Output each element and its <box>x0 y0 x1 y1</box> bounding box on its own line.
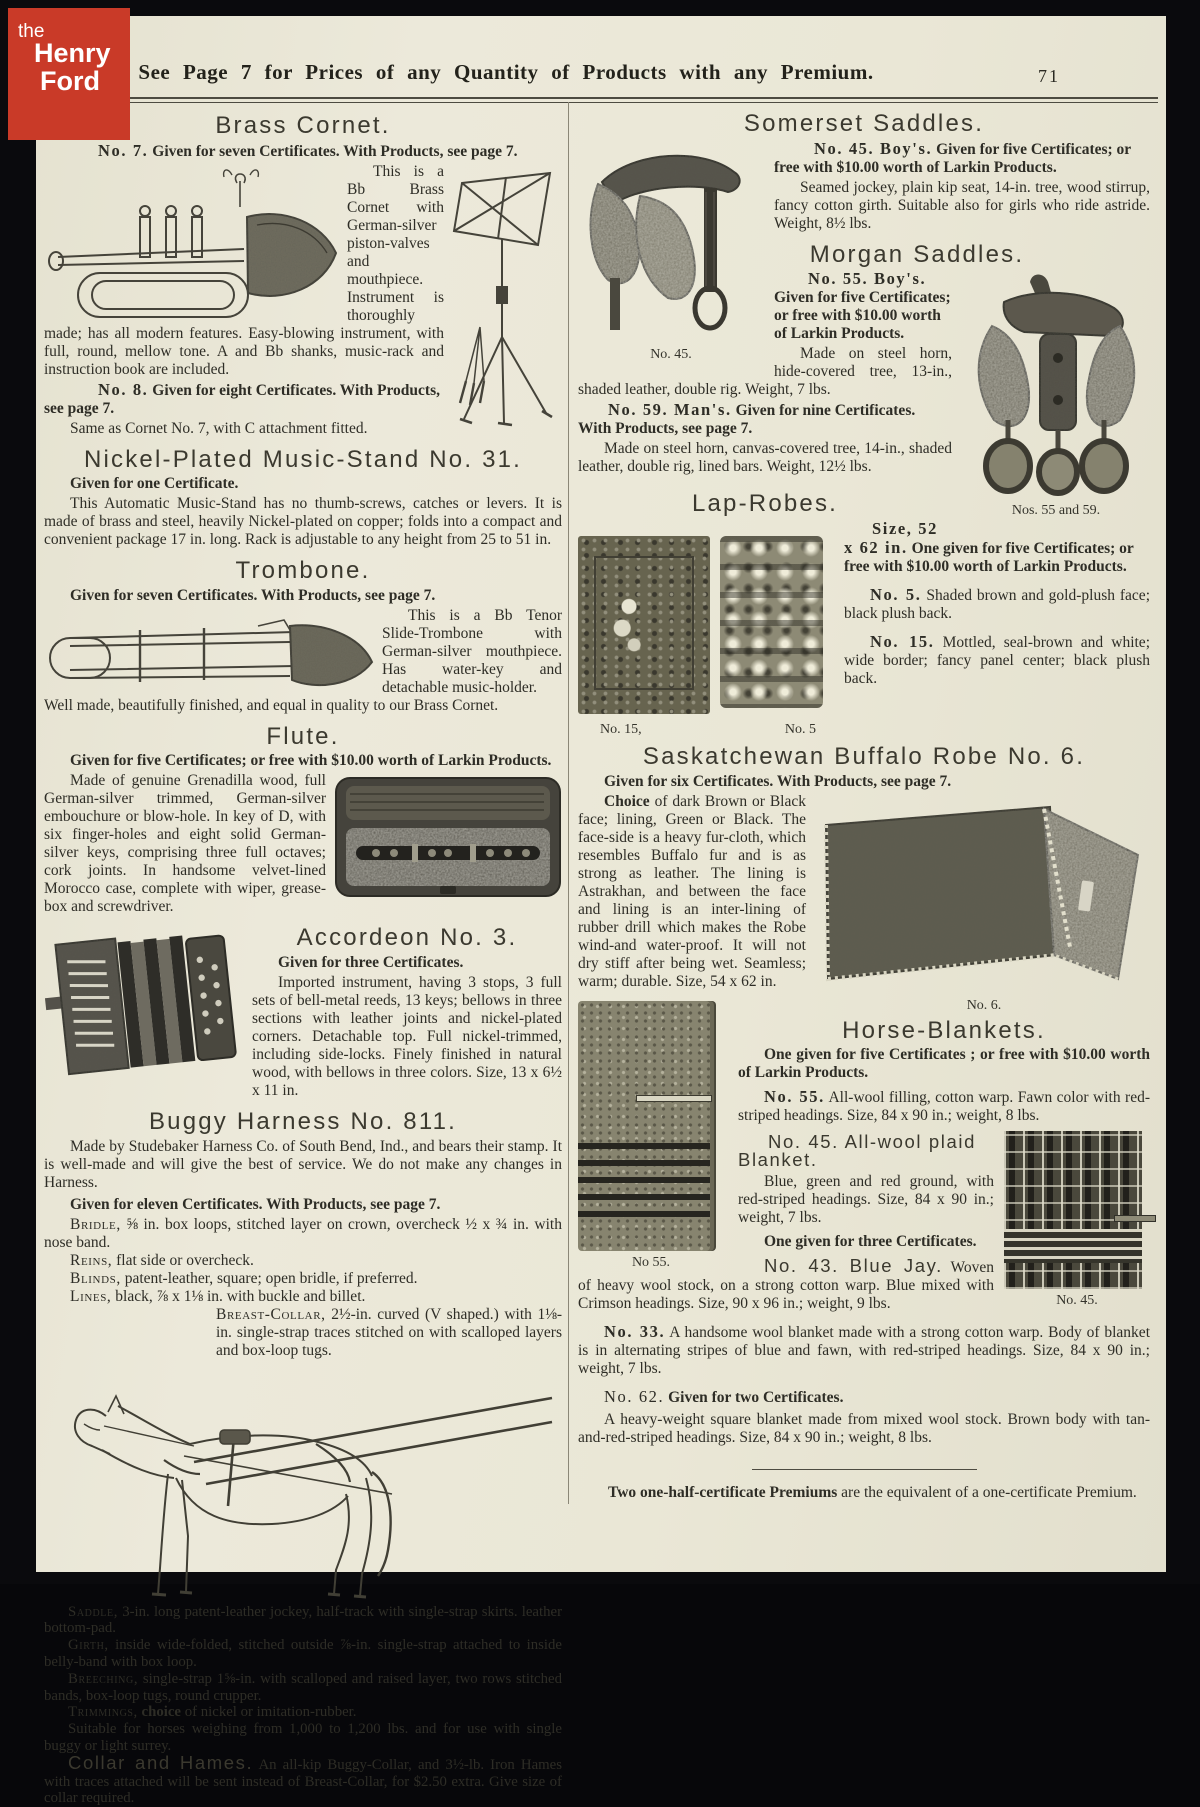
cornet-no7-lead: No. 7. <box>98 140 149 160</box>
harness-intro: Made by Studebaker Harness Co. of South Bend, Ind., and bears their stamp. It is well-made and will give the best of service. We do not make any changes in Harness. <box>44 1137 562 1191</box>
somerset-saddle-figure <box>578 142 764 364</box>
logo-henry: Henry <box>34 38 111 68</box>
accordeon-illustration <box>44 922 242 1084</box>
henry-ford-logo <box>8 8 130 140</box>
footer-note: Two one-half-certificate Premiums are the equivalent of a one-certificate Premium. <box>608 1484 1137 1502</box>
trombone-given: Given for seven Certificates. With Products, see page 7. <box>70 586 436 604</box>
buffalo-robe-caption: No. 6. <box>966 997 1002 1013</box>
trombone-body2: Well made, beautifully finished, and equal in quality to our Brass Cornet. <box>44 696 499 714</box>
harness-item-blinds: Blinds, patent-leather, square; open bridle, if preferred. <box>70 1269 418 1287</box>
music-stand-illustration <box>450 167 562 435</box>
lap-robes-figure <box>578 536 830 739</box>
trombone-title: Trombone. <box>235 557 371 585</box>
page-number: 71 <box>1038 66 1060 86</box>
harness-item-reins: Reins, flat side or overcheck. <box>70 1251 254 1269</box>
catalog-paper <box>36 16 1166 1807</box>
lap-robe-no15: No. 15. Mottled, seal-brown and white; wide border; fancy panel center; black plush back. <box>844 631 1150 687</box>
header-notice: See Page 7 for Prices of any Quantity of Products with any Premium. <box>138 60 874 84</box>
footer-rule <box>752 1469 977 1470</box>
somerset-no45-line: No. 45. Boy's. Given for five Certificates; or free with $10.00 worth of Larkin Products. <box>774 138 1131 176</box>
harness-given: Given for eleven Certificates. With Products, see page 7. <box>70 1195 441 1213</box>
harness-item-breast-collar: Breast-Collar, 2½-in. curved (V shaped.) with 1⅛-in. single-strap traces stitched on with scalloped layers and box-loop tugs. <box>216 1305 562 1359</box>
lap-robe-caption-right: No. 5 <box>784 722 816 738</box>
harness-suitable: Suitable for horses weighing from 1,000 to 1,200 lbs. and for use with single buggy or light surrey. <box>44 1721 562 1754</box>
header-rule <box>42 97 1158 103</box>
music-stand-given: Given for one Certificate. <box>70 475 239 493</box>
morgan-title: Morgan Saddles. <box>809 240 1025 268</box>
page-header <box>36 60 1166 85</box>
horse-blankets-title: Horse-Blankets. <box>842 1016 1046 1044</box>
harness-item-trimmings: Trimmings, choice of nickel or imitation-rubber. <box>68 1704 357 1721</box>
buffalo-robe-title: Saskatchewan Buffalo Robe No. 6. <box>642 743 1086 771</box>
morgan-no55-line: No. 55. Boy's. Given for five Certificates; or free with $10.00 worth of Larkin Products. <box>774 269 951 343</box>
column-divider <box>568 102 569 1504</box>
horse-blanket-no62-body: A heavy-weight square blanket made from mixed wool stock. Brown body with tan-and-red-striped headings. Size, 84 x 90 in.; weight, 8 lbs. <box>578 1411 1150 1447</box>
harness-title: Buggy Harness No. 811. <box>148 1107 458 1135</box>
flute-body: Made of genuine Grenadilla wood, full German-silver trimmed, German-silver embouchure or blow-hole. In key of D, with six finger-holes and eight solid German-silver keys, comprising three full octaves; cork joints. In handsome velvet-lined Morocco case, complete with wiper, grease-box and screwdriver. <box>44 772 326 916</box>
logo-the: the <box>18 21 45 42</box>
horse-blanket-no33: No. 33. A handsome wool blanket made with a strong cotton warp. Body of blanket is in alternating stripes of blue and fawn, with red-striped headings. Size, 84 x 90 in.; weight, 7 lbs. <box>578 1322 1150 1378</box>
buffalo-robe-illustration <box>818 797 1150 989</box>
lap-robe-no15-image <box>578 536 710 714</box>
horse-blanket-no45-heading: No. 45. All-wool plaid Blanket. <box>738 1131 976 1171</box>
morgan-saddle-figure <box>962 270 1150 520</box>
buffalo-robe-figure <box>818 797 1150 1015</box>
harness-item-saddle: Saddle, 3-in. long patent-leather jockey, half-track with single-strap skirts. leather bottom-pad. <box>44 1603 562 1637</box>
flute-title: Flute. <box>266 722 340 750</box>
cornet-no7-line: No. 7. Given for seven Certificates. With Products, see page 7. <box>98 140 518 160</box>
morgan-saddle-illustration <box>962 270 1150 494</box>
horse-blanket-no55-image <box>578 1001 710 1251</box>
horse-blanket-no62-line: No. 62. Given for two Certificates. <box>604 1387 844 1407</box>
lap-robes-title: Lap-Robes. <box>691 490 839 518</box>
trombone-illustration <box>44 610 374 694</box>
horse-blanket-no55: No. 55. All-wool filling, cotton warp. Fawn color with red-striped headings. Size, 84 x 90 in.; weight, 8 lbs. <box>738 1087 1150 1125</box>
logo-ford: Ford <box>40 66 100 96</box>
buffalo-robe-given: Given for six Certificates. With Products, see page 7. <box>604 772 952 790</box>
horse-blanket-given3: One given for three Certificates. <box>764 1233 977 1251</box>
morgan-no55-body: Made on steel horn, hide-covered tree, 13-in., shaded leather, double rig. Weight, 7 lbs. <box>578 345 952 399</box>
cornet-no8-body: Same as Cornet No. 7, with C attachment fitted. <box>70 419 368 437</box>
right-column <box>578 110 1150 1502</box>
music-stand-title: Nickel-Plated Music-Stand No. 31. <box>83 445 523 473</box>
somerset-title: Somerset Saddles. <box>743 110 985 137</box>
lap-robes-size-line: Size, 52 x 62 in. One given for five Certificates; or free with $10.00 worth of Larkin Products. <box>844 518 1134 575</box>
horse-blanket-no43: No. 43. Blue Jay. Woven of heavy wool stock, on a strong cotton warp. Blue mixed with Crimson headings. Size, 90 x 96 in.; weight, 9 lbs. <box>578 1255 994 1313</box>
harness-item-girth: Girth, inside wide-folded, stitched outside ⅞-in. single-strap attached to inside belly-band with box loop. <box>44 1637 562 1670</box>
music-stand-body: This Automatic Music-Stand has no thumb-screws, catches or levers. It is made of brass and steel, heavily Nickel-plated on copper; folds into a compact and convenient package 17 in. long. Rack is adjustable to any height from 25 to 51 in. <box>44 495 562 549</box>
horse-blanket-caption-right: No. 45. <box>1056 1293 1098 1309</box>
horse-blanket-no55-figure <box>578 1001 724 1272</box>
morgan-caption: Nos. 55 and 59. <box>1011 503 1101 519</box>
trombone-body: This is a Bb Tenor Slide-Trombone with German-silver mouthpiece. Has water-key and detachable music-holder. <box>382 606 562 696</box>
flute-case-illustration <box>334 776 562 898</box>
somerset-saddle-illustration <box>578 142 764 338</box>
harness-collar-hames: Collar and Hames. An all-kip Buggy-Collar, and 3½-lb. Iron Hames with traces attached will be sent instead of Breast-Collar, for $2.50 extra. Give size of collar required. <box>44 1751 562 1807</box>
harness-item-breeching: Breeching, single-strap 1⅝-in. with scalloped and raised layer, two rows stitched bands, box-loop tugs, round crupper. <box>44 1670 562 1704</box>
brass-cornet-illustration <box>44 165 339 323</box>
brass-cornet-title: Brass Cornet. <box>215 112 391 139</box>
lap-robe-no5: No. 5. Shaded brown and gold-plush face; black plush back. <box>844 584 1150 622</box>
harness-item-bridle: Bridle, ⅝ in. box loops, stitched layer on crown, overcheck ½ x ¾ in. with nose band. <box>44 1215 562 1251</box>
harness-horse-illustration <box>44 1364 556 1602</box>
buffalo-robe-body: Choice of dark Brown or Black face; lining, Green or Black. The face-side is a heavy fur-cloth, which resembles Buffalo fur and is as strong as leather. The lining is Astrakhan, and between the face and lining is an inter-lining of rubber drill which makes the Robe wind-and water-proof. It will not dry stiff after being wet. Seamless; warm; durable. Size, 54 x 62 in. <box>578 792 806 990</box>
lap-robe-no5-image <box>720 536 823 708</box>
somerset-caption: No. 45. <box>650 346 692 362</box>
cornet-no8-lead: No. 8. <box>98 379 149 399</box>
somerset-body: Seamed jockey, plain kip seat, 14-in. tree, wood stirrup, fancy cotton girth. Suitable also for girls who ride astride. Weight, 8½ lbs. <box>774 178 1150 232</box>
accordeon-given: Given for three Certificates. <box>278 953 464 971</box>
accordeon-body: Imported instrument, having 3 stops, 3 full sets of bell-metal reeds, 13 keys; bellows in three sections with leather joints and nickel-plated corners. Detachable top. Full nickel-trimmed, including side-locks. Finely finished in natural wood, with bellows in three colors. Size, 13 x 6½ x 11 in. <box>252 973 562 1099</box>
morgan-no59-body: Made on steel horn, canvas-covered tree, 14-in., shaded leather, double rig, lined bars. Weight, 12½ lbs. <box>578 440 952 476</box>
horse-blanket-caption-left: No 55. <box>631 1254 671 1270</box>
horse-blankets-given: One given for five Certificates ; or free with $10.00 worth of Larkin Products. <box>738 1046 1150 1082</box>
flute-given: Given for five Certificates; or free with $10.00 worth of Larkin Products. <box>70 752 552 770</box>
horse-blanket-no45-figure <box>1004 1131 1150 1310</box>
horse-blanket-no45-image <box>1004 1131 1142 1289</box>
left-column <box>44 110 562 1807</box>
accordeon-title: Accordeon No. 3. <box>296 924 518 952</box>
morgan-no59-line: No. 59. Man's. Given for nine Certificates. With Products, see page 7. <box>578 400 916 438</box>
cornet-body: This is a Bb Brass Cornet with German-silver piston-valves and mouthpiece. Instrument is thoroughly made; has all modern features. Easy-blowing instrument, with full, round, mellow tone. A and Bb shanks, music-rack and instruction book are included. <box>44 162 444 378</box>
lap-robe-caption-left: No. 15, <box>600 722 642 738</box>
harness-detail-block <box>44 1604 562 1807</box>
horse-blanket-no45-body: Blue, green and red ground, with red-striped headings. Size, 84 x 90 in.; weight, 7 lbs. <box>738 1173 994 1227</box>
cornet-no8-line: No. 8. Given for eight Certificates. With Products, see page 7. <box>44 379 440 417</box>
harness-item-lines: Lines, black, ⅞ x 1⅛ in. with buckle and billet. <box>70 1287 366 1305</box>
